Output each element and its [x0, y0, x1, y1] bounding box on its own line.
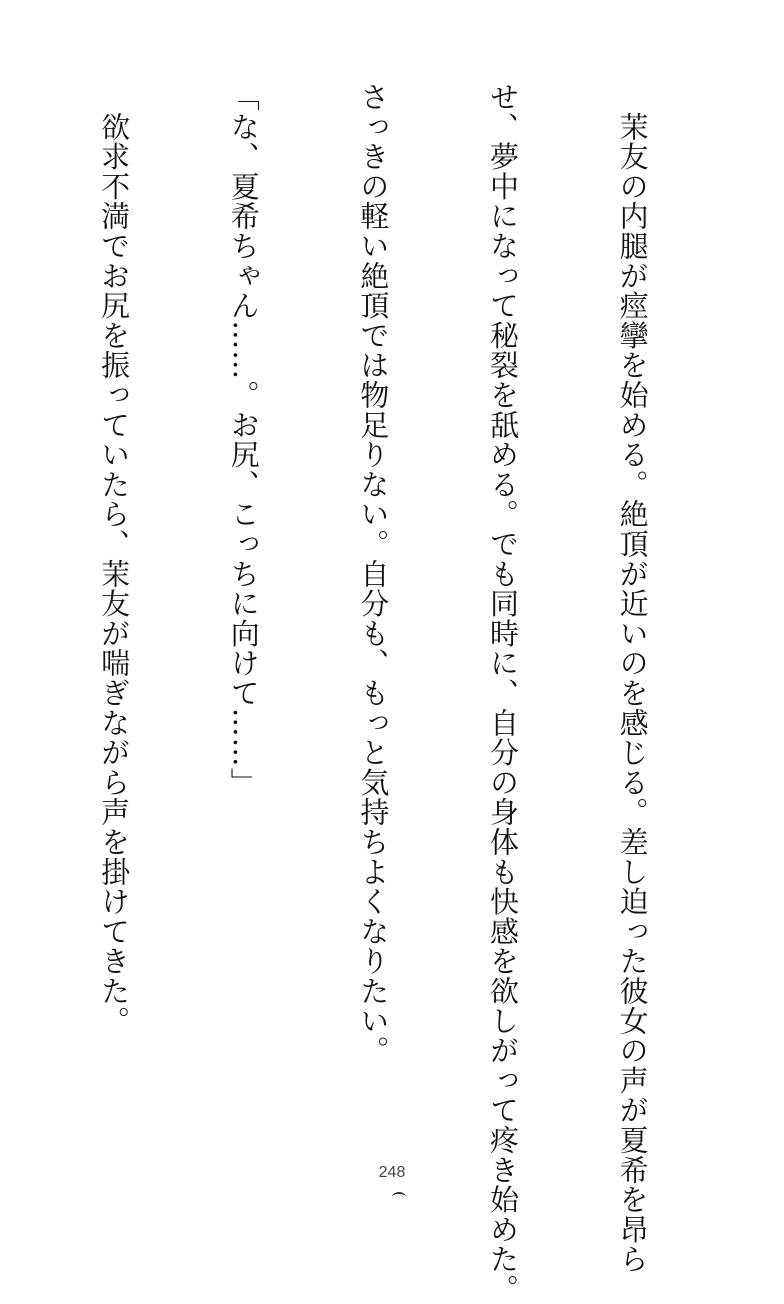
text-line: [0, 82, 6, 1082]
text-line: さっきの軽い絶頂では物足りない。自分も、もっと気持ちよくなりたい。: [356, 82, 391, 1066]
text-line: 「な、夏希ちゃん……。お尻、こっちに向けて……」: [226, 82, 261, 798]
page-edge-mark: [392, 1192, 406, 1202]
text-line: せ、夢中になって秘裂を舐める。でも同時に、自分の身体も快感を欲しがって疼き始めた。: [485, 82, 520, 1304]
page-number: 248: [378, 1164, 406, 1181]
text-line: 茉友の内腿が痙攣を始める。絶頂が近いのを感じる。差し迫った彼女の声が夏希を昂ら: [615, 82, 650, 1274]
text-line: 欲求不満でお尻を振っていたら、茉友が喘ぎながら声を掛けてきた。: [97, 82, 132, 1036]
